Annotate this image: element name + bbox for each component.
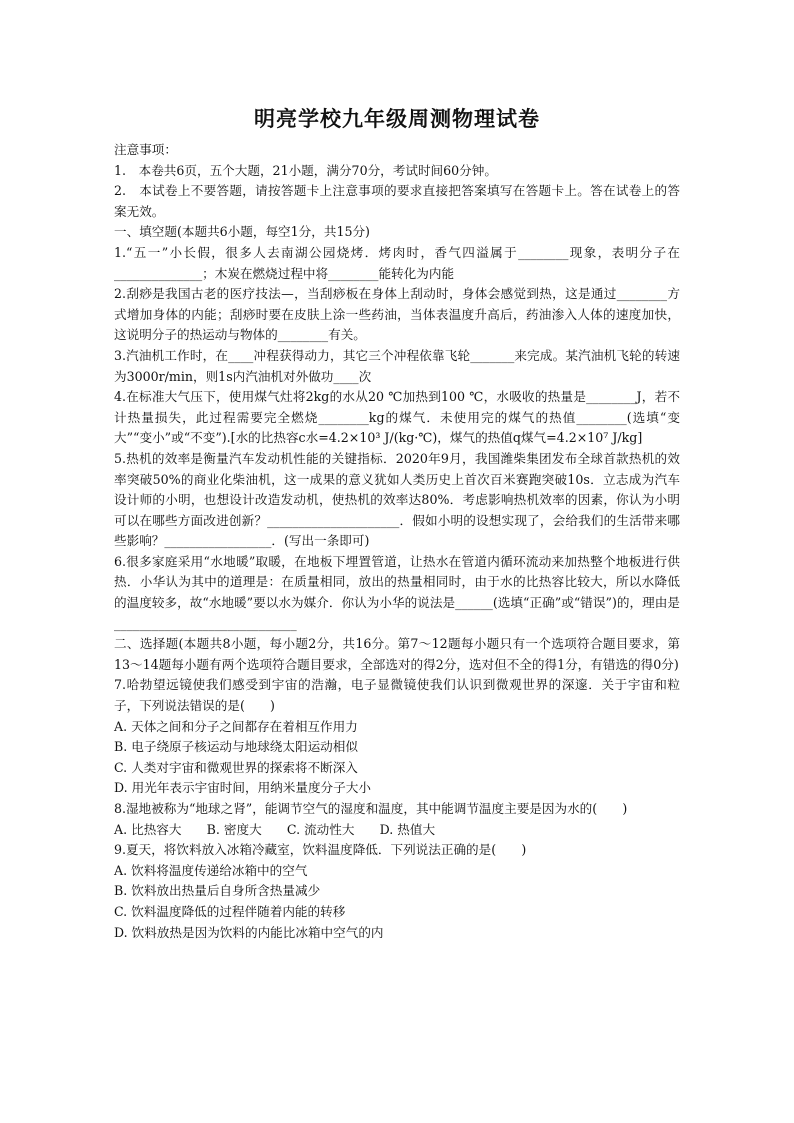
question-8-options: A. 比热容大 B. 密度大 C. 流动性大 D. 热值大: [114, 821, 436, 837]
section-heading: 二、选择题(本题共8小题，每小题2分，共16分。第7～12题每小题只有一个选项符合题目要求，第13～14题每小题有两个选项符合题目要求，全部选对的得2分，选对但不全的得1分，有错选的得0分): [114, 636, 680, 672]
question-1: 1.“五一”小长假，很多人去南湖公园烧烤．烤肉时，香气四溢属于________现象，表明分子在______________；木炭在燃烧过程中将________能转化为内能: [114, 244, 680, 281]
notes-heading: 注意事项：: [114, 142, 177, 157]
question-6: 6.很多家庭采用“水地暖”取暖，在地板下埋置管道，让热水在管道内循环流动来加热整个地板进行供热．小华认为其中的道理是：在质量相同，放出的热量相同时，由于水的比热容比较大，所以水降低的温度较多，故“水地暖”要以水为媒介．你认为小华的说法是______(选填“正确”或“错误”)的，理由是_____________________________: [114, 553, 680, 631]
question-9-stem: 9.夏天，将饮料放入冰箱冷藏室，饮料温度降低．下列说法正确的是( ): [114, 842, 527, 858]
option-b: B. 电子绕原子核运动与地球绕太阳运动相似: [114, 739, 358, 755]
question-3: 3.汽油机工作时，在____冲程获得动力，其它三个冲程依靠飞轮_______来完成。某汽油机飞轮的转速为3000r/min，则1s内汽油机对外做功____次: [114, 347, 680, 384]
option-c: C. 人类对宇宙和微观世界的探索将不断深入: [114, 759, 358, 775]
question-4: 4.在标准大气压下，使用煤气灶将2kg的水从20 ℃加热到100 ℃，水吸收的热量是________J，若不计热量损失，此过程需要完全燃烧________kg的煤气．未使用完的煤气的热值________(选填“变大”“变小”或“不变”).[水的比热容c水=4.2×10³ J/(kg·℃)，煤气的热值q煤气=4.2×10⁷ J/kg]: [114, 389, 680, 446]
note-item: 1. 本卷共6页，五个大题，21小题，满分70分，考试时间60分钟。: [114, 162, 497, 178]
note-item: 2. 本试卷上不要答题，请按答题卡上注意事项的要求直接把答案填写在答题卡上。答在试卷上的答案无效。: [114, 183, 680, 219]
option-a: A. 天体之间和分子之间都存在着相互作用力: [114, 718, 358, 734]
page-title: 明亮学校九年级周测物理试卷: [254, 106, 540, 131]
section-heading: 一、填空题(本题共6小题，每空1分，共15分): [114, 224, 370, 240]
question-2: 2.刮痧是我国古老的医疗技法—，当刮痧板在身体上刮动时，身体会感觉到热，这是通过________方式增加身体的内能；刮痧时要在皮肤上涂一些药油，当体表温度升高后，药油渗入人体的速度加快，这说明分子的热运动与物体的________有关。: [114, 286, 680, 343]
option-b: B. 饮料放出热量后自身所含热量减少: [114, 883, 321, 899]
option-a: A. 饮料将温度传递给冰箱中的空气: [114, 862, 308, 878]
question-5: 5.热机的效率是衡量汽车发动机性能的关键指标．2020年9月，我国潍柴集团发布全球首款热机的效率突破50%的商业化柴油机，这一成果的意义犹如人类历史上首次百米赛跑突破10s．立志成为汽车设计师的小明，也想设计改造发动机，使热机的效率达80%．考虑影响热机效率的因素，你认为小明可以在哪些方面改进创新？_____________________．假如小明的设想实现了，会给我们的生活带来哪些影响？_________________．(写出一条即可): [114, 450, 680, 549]
question-7-stem: 7.哈勃望远镜使我们感受到宇宙的浩瀚，电子显微镜使我们认识到微观世界的深邃．关于宇宙和粒子，下列说法错误的是( ): [114, 677, 680, 714]
option-d: D. 饮料放热是因为饮料的内能比冰箱中空气的内: [114, 924, 384, 940]
option-c: C. 饮料温度降低的过程伴随着内能的转移: [114, 903, 346, 919]
option-d: D. 用光年表示宇宙时间，用纳米量度分子大小: [114, 780, 371, 796]
question-8-stem: 8.湿地被称为“地球之肾”，能调节空气的湿度和温度，其中能调节温度主要是因为水的( ): [114, 801, 628, 816]
exam-content: [114, 140, 680, 943]
